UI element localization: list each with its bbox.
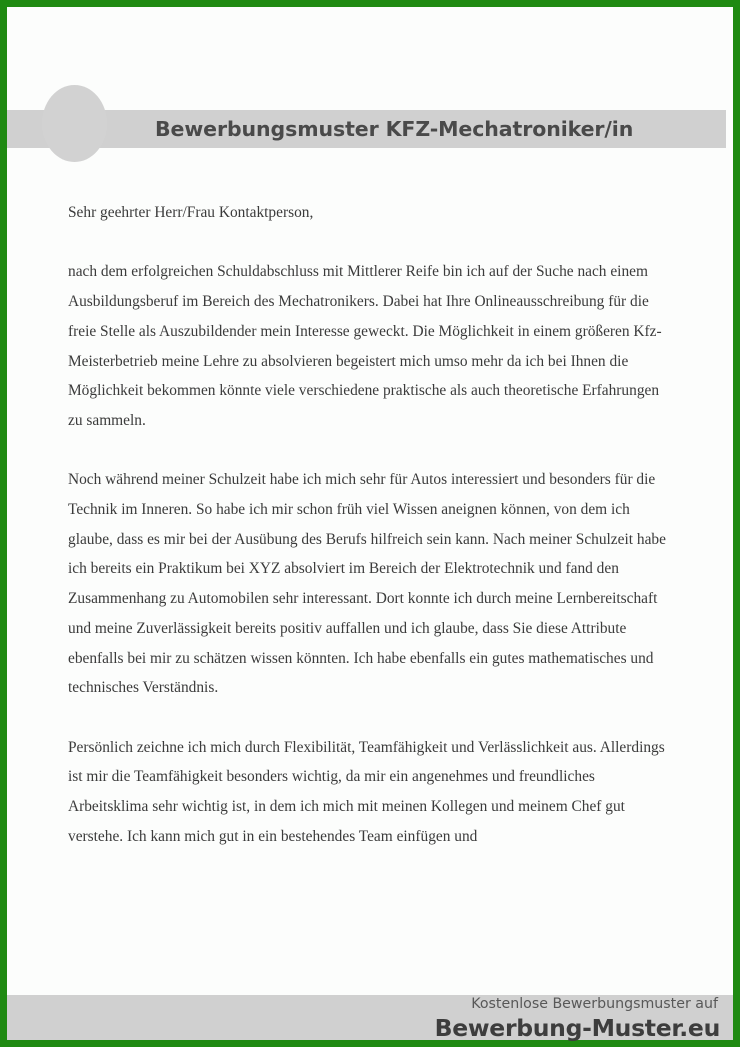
footer-site-logo[interactable]: Bewerbung-Muster.eu — [434, 1014, 720, 1042]
header-circle-decoration — [42, 85, 107, 162]
letter-paragraph-1: nach dem erfolgreichen Schuldabschluss mit Mittlerer Reife bin ich auf der Suche nach einem Ausbildungsberuf im Bereich des Mechatronikers. Dabei hat Ihre Onlineausschreibung für die freie Stelle als Auszubildender mein Interesse geweckt. Die Möglichkeit in einem größeren Kfz-Meisterbetrieb meine Lehre zu absolvieren begeistert mich umso mehr da ich bei Ihnen die Möglichkeit bekommen könnte viele verschiedene praktische als auch theoretische Erfahrungen zu sammeln. — [68, 263, 662, 429]
page-border-left — [0, 0, 7, 1047]
footer-tagline: Kostenlose Bewerbungsmuster auf — [471, 996, 718, 1012]
page-border-top — [0, 0, 740, 7]
letter-body — [68, 198, 676, 851]
letter-paragraph-2: Noch während meiner Schulzeit habe ich mich sehr für Autos interessiert und besonders für die Technik im Inneren. So habe ich mir schon früh viel Wissen aneignen können, von dem ich glaube, dass es mir bei der Ausübung des Berufs hilfreich sein kann. Nach meiner Schulzeit habe ich bereits ein Praktikum bei XYZ absolviert im Bereich der Elektrotechnik und fand den Zusammenhang zu Automobilen sehr interessant. Dort konnte ich durch meine Lernbereitschaft und meine Zuverlässigkeit bereits positiv auffallen und ich glaube, dass Sie diese Attribute ebenfalls bei mir zu schätzen wissen könnten. Ich habe ebenfalls ein gutes mathematisches und technisches Verständnis. — [68, 471, 666, 697]
page-title: Bewerbungsmuster KFZ-Mechatroniker/in — [155, 117, 634, 141]
letter-paragraph-3: Persönlich zeichne ich mich durch Flexibilität, Teamfähigkeit und Verlässlichkeit aus. Allerdings ist mir die Teamfähigkeit besonders wichtig, da mir ein angenehmes und freundliches Arbeitsklima sehr wichtig ist, in dem ich mich mit meinen Kollegen und meinem Chef gut verstehe. Ich kann mich gut in ein bestehendes Team einfügen und — [68, 738, 665, 845]
letter-salutation: Sehr geehrter Herr/Frau Kontaktperson, — [68, 204, 314, 221]
page-border-right — [733, 0, 740, 1047]
